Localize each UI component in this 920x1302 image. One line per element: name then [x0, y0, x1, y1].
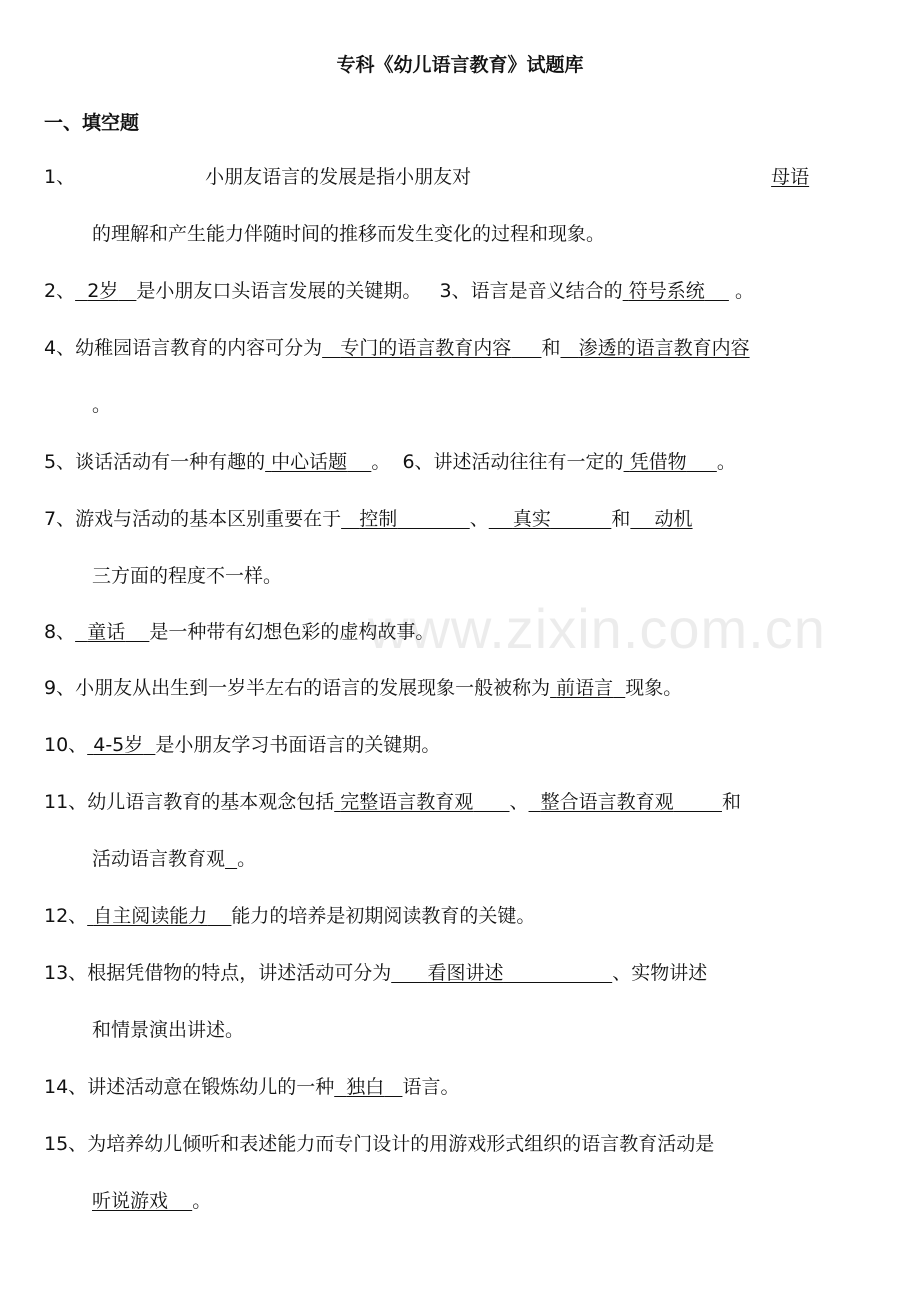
q2-number: 2、 [44, 280, 76, 302]
q15-text: 为培养幼儿倾听和表述能力而专门设计的用游戏形式组织的语言教育活动是 [87, 1133, 715, 1155]
q3-number: 3、 [439, 280, 471, 302]
question-4-line-1 [44, 336, 750, 360]
question-10-line [44, 733, 440, 757]
q8-text: 是一种带有幻想色彩的虚构故事。 [149, 621, 435, 643]
question-11-line-1 [44, 790, 741, 814]
q6-number: 6、 [402, 451, 434, 473]
question-5-6-line [44, 450, 736, 474]
q4-text: 幼稚园语言教育的内容可分为 [75, 337, 323, 359]
q6-end: 。 [716, 451, 736, 473]
question-15-line-2 [92, 1189, 211, 1213]
question-1-line-1 [44, 165, 809, 189]
q3-answer: 符号系统 [628, 280, 705, 302]
q10-answer: 4-5岁 [93, 734, 144, 756]
q3-text: 语言是音义结合的 [470, 280, 623, 302]
q1-blank: 母语 [771, 166, 810, 188]
question-11-line-2 [92, 847, 256, 871]
q7-answer-c: 动机 [654, 508, 693, 530]
question-2-3-line [44, 279, 754, 303]
q4-answer-a: 专门的语言教育内容 [340, 337, 512, 359]
q12-text: 能力的培养是初期阅读教育的关键。 [231, 905, 536, 927]
q7-and: 和 [611, 508, 631, 530]
q2-answer: 2岁 [87, 280, 119, 302]
question-1-line-2: 的理解和产生能力伴随时间的推移而发生变化的过程和现象。 [92, 223, 606, 245]
q15-answer: 听说游戏 [92, 1190, 169, 1212]
q5-number: 5、 [44, 451, 76, 473]
watermark: www.zixin.com.cn [368, 597, 826, 660]
q11-sep: 、 [509, 791, 529, 813]
q14-end: 语言。 [402, 1076, 460, 1098]
q12-answer: 自主阅读能力 [93, 905, 208, 927]
q7-number: 7、 [44, 508, 76, 530]
q7-sep: 、 [469, 508, 489, 530]
q4-and: 和 [541, 337, 561, 359]
q1-number: 1、 [44, 166, 76, 188]
q11-text-b: 活动语言教育观 [92, 848, 226, 870]
document-title: 专科《幼儿语言教育》试题库 [336, 54, 584, 76]
q14-text: 讲述活动意在锻炼幼儿的一种 [87, 1076, 335, 1098]
question-7-line-2: 三方面的程度不一样。 [92, 565, 283, 587]
q11-end: 。 [237, 848, 257, 870]
q11-trailing-blank [225, 848, 237, 870]
q15-end: 。 [192, 1190, 212, 1212]
q13-text-b: 、实物讲述 [612, 962, 708, 984]
q8-answer: 童话 [87, 621, 126, 643]
q10-text: 是小朋友学习书面语言的关键期。 [155, 734, 441, 756]
q9-number: 9、 [44, 677, 76, 699]
q12-number: 12、 [44, 905, 88, 927]
q6-answer: 凭借物 [629, 451, 687, 473]
q3-end: 。 [734, 280, 754, 302]
q11-number: 11、 [44, 791, 88, 813]
q9-end: 现象。 [625, 677, 683, 699]
question-13-line-2: 和情景演出讲述。 [92, 1019, 245, 1041]
q7-answer-b: 真实 [512, 508, 551, 530]
q5-answer: 中心话题 [271, 451, 348, 473]
q5-end: 。 [371, 451, 391, 473]
question-7-line-1 [44, 507, 693, 531]
q14-number: 14、 [44, 1076, 88, 1098]
q9-answer: 前语言 [556, 677, 614, 699]
q11-answer-b: 整合语言教育观 [540, 791, 674, 813]
q11-answer-a: 完整语言教育观 [340, 791, 474, 813]
question-14-line [44, 1075, 459, 1099]
q10-number: 10、 [44, 734, 88, 756]
q4-answer-b: 渗透的语言教育内容 [578, 337, 750, 359]
q5-text: 谈话活动有一种有趣的 [75, 451, 266, 473]
section-heading: 一、填空题 [44, 112, 140, 134]
q2-text: 是小朋友口头语言发展的关键期。 [136, 280, 422, 302]
q8-number: 8、 [44, 621, 76, 643]
q6-text: 讲述活动往往有一定的 [433, 451, 624, 473]
q13-number: 13、 [44, 962, 88, 984]
question-15-line-1 [44, 1132, 714, 1156]
q15-number: 15、 [44, 1133, 88, 1155]
question-12-line [44, 904, 535, 928]
question-9-line [44, 676, 682, 700]
q7-answer-a: 控制 [359, 508, 398, 530]
q11-text: 幼儿语言教育的基本观念包括 [87, 791, 335, 813]
question-4-line-2: 。 [92, 394, 112, 416]
q7-text: 游戏与活动的基本区别重要在于 [75, 508, 342, 530]
q1-text-a: 小朋友语言的发展是指小朋友对 [205, 166, 472, 188]
q13-answer: 看图讲述 [427, 962, 504, 984]
question-8-line [44, 620, 434, 644]
question-13-line-1 [44, 961, 707, 985]
q9-text: 小朋友从出生到一岁半左右的语言的发展现象一般被称为 [75, 677, 551, 699]
q11-and: 和 [721, 791, 741, 813]
q13-text: 根据凭借物的特点，讲述活动可分为 [87, 962, 392, 984]
q14-answer: 独白 [346, 1076, 385, 1098]
q4-number: 4、 [44, 337, 76, 359]
